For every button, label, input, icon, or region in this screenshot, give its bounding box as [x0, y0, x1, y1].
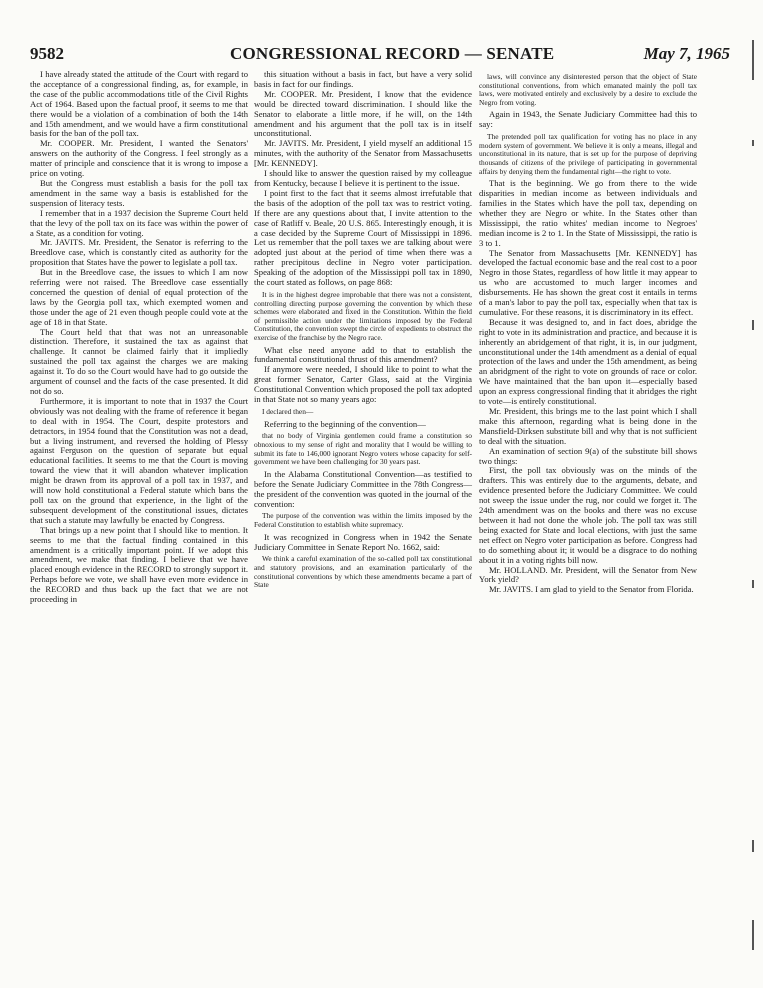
- paragraph: I point first to the fact that it seems almost irrefutable that the basis of the adoption of the poll tax was to restrict voting. If there are any questions about that, I invite attention to the case of Ratliff v. Beale, 20 U.S. 865. Interestingly enough, it is a case decided by the Supreme Court of Mississippi in 1896. Let us remember that the poll taxes we are talking about were adopted just about at the period of time when there was a rather precipitous decline in Negro voter participation. Speaking of the adoption of the Mississippi poll tax in 1890, the court stated as follows, on page 868:: [254, 187, 472, 288]
- quoted-passage: The purpose of the convention was within the limits imposed by the Federal Constitution to establish white supremacy.: [254, 511, 472, 530]
- paragraph: I should like to answer the question raised by my colleague from Kentucky, because I believe it is pertinent to the issue.: [254, 168, 472, 188]
- paragraph: That is the beginning. We go from there to the wide disparities in median income as between individuals and families in the States which have the poll tax, depending on whether they are Negro or white. In the States other than Mississippi, the ratio whites' median income to Negroes' median income is 2 to 1. In the State of Mississippi, the ratio is 3 to 1.: [479, 178, 697, 248]
- paragraph: The Senator from Massachusetts [Mr. KENNEDY] has developed the factual economic base and the real cost to a poor Negro in those States, regardless of how little it may appear to us who are accustomed to much larger incomes and disbursements. He has shown the great cost it entails in terms of a man's labor to pay the poll tax, especially when that tax is cumulative. For these reasons, it is discriminatory in its effect.: [479, 247, 697, 317]
- quoted-passage: The pretended poll tax qualification for voting has no place in any modern system of government. We believe it is only a means, illegal and unconstitutional in its nature, that is set up for the purpose of depriving thousands of citizens of the privilege of participating in governmental affairs by denying them the fundamental right—the right to vote.: [479, 132, 697, 176]
- paragraph: Mr. JAVITS. I am glad to yield to the Senator from Florida.: [489, 584, 694, 595]
- text-column-2: [254, 70, 472, 593]
- paragraph: I have already stated the attitude of the Court with regard to the acceptance of a congressional finding, as, for example, in the case of the public accommodations title of the Civil Rights Act of 1964. Based upon the factual proof, it seems to me that there would be a violation of a combination of both the 14th and 15th amendment, and we would have a firm constitutional basis for the ban of the poll tax.: [30, 69, 248, 139]
- paragraph: this situation without a basis in fact, but have a very solid basis in fact for our findings.: [254, 69, 472, 89]
- paragraph: Mr. COOPER. Mr. President, I wanted the Senators' answers on the authority of the Congress. I feel strongly as a matter of principle and conscience that it is wrong to impose a price on voting.: [30, 138, 248, 179]
- quoted-passage: I declared then—: [262, 406, 314, 416]
- text-column-3: [479, 70, 697, 595]
- text-column-1: [30, 70, 248, 605]
- issue-date: May 7, 1965: [643, 44, 730, 63]
- publication-title: CONGRESSIONAL RECORD — SENATE: [230, 44, 555, 63]
- paragraph: It was recognized in Congress when in 1942 the Senate Judiciary Committee in Senate Report No. 1662, said:: [254, 531, 472, 552]
- paragraph: Mr. JAVITS. Mr. President, I yield myself an additional 15 minutes, with the authority of the Senator from Massachusetts [Mr. KENNEDY].: [254, 138, 472, 169]
- paragraph: Again in 1943, the Senate Judiciary Committee had this to say:: [479, 109, 697, 130]
- page-number: 9582: [30, 44, 64, 63]
- paragraph: I remember that in a 1937 decision the Supreme Court held that the levy of the poll tax on its face was within the power of a State, as a condition for voting.: [30, 207, 248, 238]
- paragraph: Because it was designed to, and in fact does, abridge the right to vote in its administration and practice, and because it is inherently an abridgement of that right, it is, in our judgment, unconstitutional under the 14th amendment as a denial of equal protection of the laws and under the 15th amendment, as being an abridgment of the right to vote on grounds of race or color. We have maintained that the ban upon it—especially based upon an express congressional finding that it abridges the right to vote—is entirely constitutional.: [479, 316, 697, 407]
- quoted-passage: that no body of Virginia gentlemen could frame a constitution so obnoxious to my sense of right and morality that I would be willing to submit its fate to 146,000 ignorant Negro voters whose capacity for self-government we have been challenging for 30 years past.: [254, 431, 472, 467]
- paragraph: Mr. President, this brings me to the last point which I shall make this afternoon, regarding what is being done in the Mansfield-Dirksen substitute bill and why that is not sufficient to deal with the situation.: [479, 406, 697, 446]
- paragraph: That brings up a new point that I should like to mention. It seems to me that the factual finding contained in this amendment is a critically important point. If we adopt this amendment, we make that finding. I believe that we have placed enough evidence in the RECORD to strongly support it. Perhaps before we vote, we shall have even more evidence in the RECORD and thus back up the fact that we are not proceeding in: [30, 524, 248, 605]
- paragraph: If anymore were needed, I should like to point to what the great former Senator, Carter Glass, said at the Virginia Constitutional Convention which proposed the poll tax adopted in that State not so many years ago:: [254, 364, 472, 405]
- quoted-passage: laws, will convince any disinterested person that the object of State constitutional conventions, from which emanated mainly the poll tax laws, were motivated entirely and exclusively by a desire to exclude the Negro from voting.: [479, 72, 697, 107]
- paragraph: Furthermore, it is important to note that in 1937 the Court obviously was not dealing with the frame of reference it began to deal with in 1954. The Court, despite protestors and detractors, in 1954 found that the Constitution was not a dead, but a living instrument, and reversed the holding of Plessy against Ferguson on the question of separate but equal educational facilities. It seems to me that the Court is moving toward the view that it will abandon whatever implication might be drawn from its approval of a poll tax in 1937, and will now hold constitutional a Federal statute which bans the poll tax on the ground that experience, in the light of the subsequent development of the constitutional issues, dictates that such a statute may lawfully be enacted by Congress.: [30, 395, 248, 525]
- paragraph: In the Alabama Constitutional Convention—as testified to before the Senate Judiciary Committee in the 78th Congress—the president of the convention was quoted in the journal of the convention:: [254, 468, 472, 509]
- quoted-passage: We think a careful examination of the so-called poll tax constitutional and statutory provisions, and an examination particularly of the constitutional conventions by which these amendments became a part of State: [254, 554, 472, 590]
- paragraph: But in the Breedlove case, the issues to which I am now referring were not raised. The Breedlove case essentially concerned the question of denial of equal protection of the laws by the Georgia poll tax, which exempted women and those under the age of 21 even though people could vote at the age of 18 in that State.: [30, 267, 248, 327]
- page-header: [30, 44, 730, 66]
- paragraph: Mr. JAVITS. Mr. President, the Senator is referring to the Breedlove case, which is constantly cited as authority for the proposition that States have the power to legislate a poll tax.: [30, 237, 248, 268]
- paragraph: Mr. HOLLAND. Mr. President, will the Senator from New York yield?: [479, 564, 697, 585]
- paragraph: Mr. COOPER. Mr. President, I know that the evidence would be directed toward discrimination. I should like the Senator to elaborate a little more, if he will, on the 14th amendment and his argument that the poll tax is in itself unconstitutional.: [254, 88, 472, 139]
- paragraph: An examination of section 9(a) of the substitute bill shows two things:: [479, 445, 697, 466]
- paragraph: What else need anyone add to that to establish the fundamental constitutional thrust of this amendment?: [254, 344, 472, 365]
- paragraph: The Court held that that was not an unreasonable distinction. Therefore, it sustained the tax as against that challenge. It cannot be claimed fairly that it impliedly sustained the poll tax against the charges we are making against it. To do so the Court would have had to go outside the argument of counsel and the facts of the case presented. It did not do so.: [30, 326, 248, 396]
- paragraph: First, the poll tax obviously was on the minds of the drafters. This was entirely due to the arguments, debate, and evidence presented before the Judiciary Committee. We could not sweep the issue under the rug, nor could we forget it. The 24th amendment was on the books and there was no excuse between it had not done the whole job. The poll tax was still being exacted for State and local elections, with just the same net effect on Negro voter participation as before. Congress had to do something about it; it would be a disgrace to do nothing about it in a voting rights bill now.: [479, 465, 697, 565]
- scan-edge-marks: [752, 20, 755, 970]
- paragraph: Referring to the beginning of the convention—: [264, 418, 426, 429]
- quoted-passage: It is in the highest degree improbable that there was not a consistent, controlling directing purpose governing the convention by which these schemes were elaborated and fixed in the Constitution. Within the field of permissible action under the limitations imposed by the Federal Constitution, the convention swept the circle of expedients to obstruct the exercise of the franchise by the Negro race.: [254, 289, 472, 342]
- paragraph: But the Congress must establish a basis for the poll tax amendment in the same way a basis is established for the suspension of literacy tests.: [30, 177, 248, 208]
